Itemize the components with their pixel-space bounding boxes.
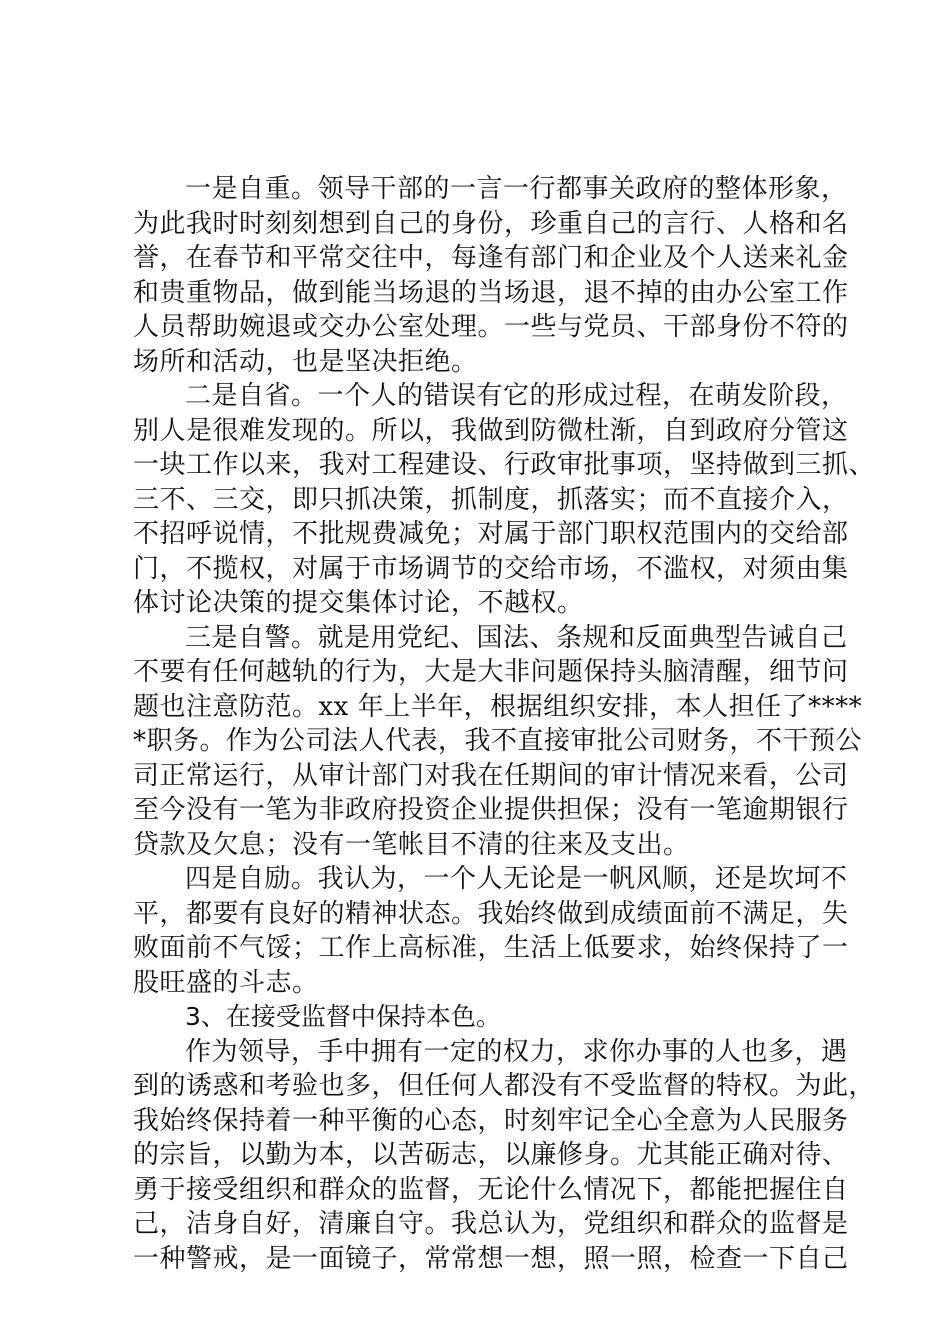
paragraph-supervision (133, 1035, 876, 1277)
text-line: 到的诱惑和考验也多，但任何人都没有不受监督的特权。为此， (133, 1071, 876, 1101)
text-line: 不要有任何越轨的行为，大是大非问题保持头脑清醒，细节问 (133, 657, 849, 687)
text-line: 别人是很难发现的。所以，我做到防微杜渐，自到政府分管这 (133, 415, 849, 446)
text-line: 一块工作以来，我对工程建设、行政审批事项，坚持做到三抓、 (133, 450, 876, 480)
text-line: 平，都要有良好的精神状态。我始终做到成绩面前不满足，失 (133, 898, 849, 929)
text-line: 己，洁身自好，清廉自守。我总认为，党组织和群众的监督是 (133, 1209, 849, 1239)
text-line: 一种警戒，是一面镜子，常常想一想，照一照，检查一下自己 (133, 1243, 849, 1274)
text-line: 至今没有一笔为非政府投资企业提供担保；没有一笔逾期银行 (133, 795, 849, 825)
text-line: *职务。作为公司法人代表，我不直接审批公司财务，不干预公 (133, 726, 863, 756)
document-body (133, 172, 876, 1276)
text-line: 勇于接受组织和群众的监督，无论什么情况下，都能把握住自 (133, 1174, 849, 1205)
text-line: 誉，在春节和平常交往中，每逢有部门和企业及个人送来礼金 (133, 243, 849, 273)
text-line: 人员帮助婉退或交办公室处理。一些与党员、干部身份不符的 (133, 312, 849, 342)
text-line: 不招呼说情，不批规费减免；对属于部门职权范围内的交给部 (133, 519, 849, 549)
text-line: 三不、三交，即只抓决策，抓制度，抓落实；而不直接介入， (133, 484, 849, 515)
section-heading-supervision (133, 1000, 833, 1035)
text-line: 为此我时时刻刻想到自己的身份，珍重自己的言行、人格和名 (133, 208, 849, 239)
text-line: 败面前不气馁；工作上高标准，生活上低要求，始终保持了一 (133, 933, 849, 963)
text-line: 股旺盛的斗志。 (133, 967, 319, 998)
text-line: 门，不揽权，对属于市场调节的交给市场，不滥权，对须由集 (133, 553, 849, 584)
text-line: 三是自警。就是用党纪、国法、条规和反面典型告诫自己 (185, 622, 848, 653)
text-line: 场所和活动，也是坚决拒绝。 (133, 346, 478, 377)
text-line: 一是自重。领导干部的一言一行都事关政府的整体形象， (185, 174, 848, 204)
section-heading-text: 3、在接受监督中保持本色。 (185, 1002, 501, 1031)
text-line: 我始终保持着一种平衡的心态，时刻牢记全心全意为人民服务 (133, 1105, 849, 1136)
text-line: 四是自励。我认为，一个人无论是一帆风顺，还是坎坷不 (185, 864, 848, 894)
text-line: 的宗旨，以勤为本，以苦砺志，以廉修身。尤其能正确对待、 (133, 1140, 849, 1170)
paragraph-self-reflection (133, 379, 876, 621)
paragraph-self-motivation (133, 862, 849, 1000)
text-line: 题也注意防范。xx 年上半年，根据组织安排，本人担任了**** (133, 691, 863, 722)
text-line: 作为领导，手中拥有一定的权力，求你办事的人也多，遇 (185, 1036, 848, 1067)
text-line: 和贵重物品，做到能当场退的当场退，退不掉的由办公室工作 (133, 277, 849, 308)
text-line: 体讨论决策的提交集体讨论，不越权。 (133, 588, 584, 618)
paragraph-self-warning (133, 621, 863, 863)
text-line: 二是自省。一个人的错误有它的形成过程，在萌发阶段， (185, 381, 848, 411)
paragraph-self-respect (133, 172, 849, 379)
text-line: 司正常运行，从审计部门对我在任期间的审计情况来看，公司 (133, 760, 849, 791)
text-line: 贷款及欠息；没有一笔帐目不清的往来及支出。 (133, 829, 690, 860)
